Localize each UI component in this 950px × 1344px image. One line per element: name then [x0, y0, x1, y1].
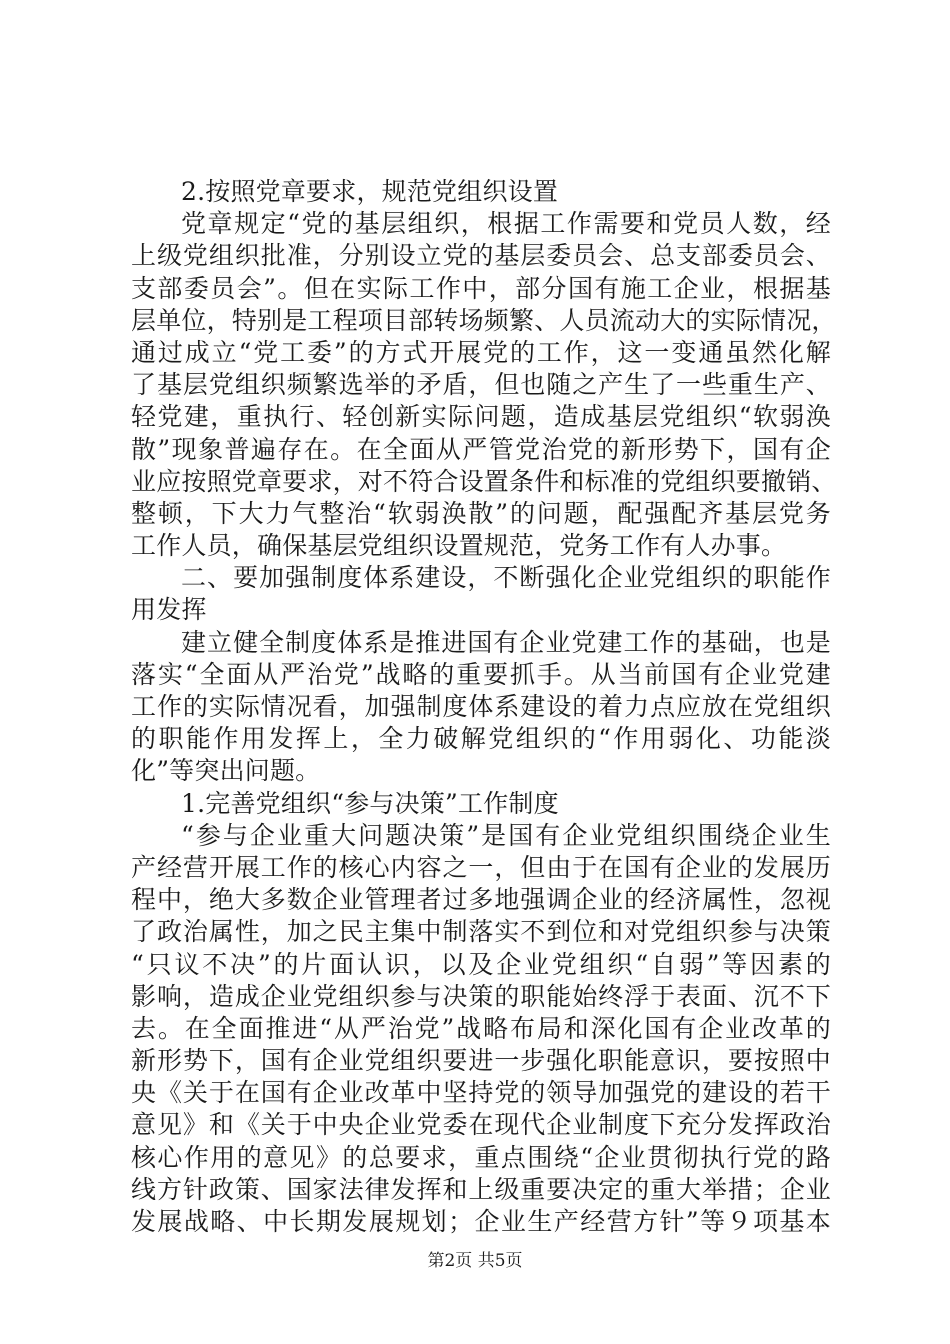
text-line: 去。在全面推进“从严治党”战略布局和深化国有企业改革的 — [131, 1013, 831, 1043]
text-line: 央《关于在国有企业改革中坚持党的领导加强党的建设的若干 — [131, 1078, 831, 1108]
document-body — [131, 176, 837, 1238]
text-line: 用发挥 — [131, 595, 207, 625]
text-line: 的职能作用发挥上，全力破解党组织的“作用弱化、功能淡 — [131, 724, 831, 754]
page-footer: 第2页 共5页 — [427, 1251, 523, 1271]
text-line: 工作人员，确保基层党组织设置规范，党务工作有人办事。 — [131, 531, 787, 561]
text-line: 产经营开展工作的核心内容之一，但由于在国有企业的发展历 — [131, 852, 831, 882]
text-line: 2.按照党章要求，规范党组织设置 — [181, 177, 559, 206]
text-line: 意见》和《关于中央企业党委在现代企业制度下充分发挥政治 — [131, 1110, 831, 1140]
text-line: “参与企业重大问题决策”是国有企业党组织围绕企业生 — [181, 820, 831, 850]
text-line: 程中，绝大多数企业管理者过多地强调企业的经济属性，忽视 — [131, 885, 831, 915]
text-line: 二、要加强制度体系建设，不断强化企业党组织的职能作 — [181, 563, 831, 593]
text-line: 核心作用的意见》的总要求，重点围绕“企业贯彻执行党的路 — [131, 1142, 831, 1172]
text-line: 影响，造成企业党组织参与决策的职能始终浮于表面、沉不下 — [131, 981, 831, 1011]
text-line: 化”等突出问题。 — [131, 756, 321, 786]
text-line: 整顿，下大力气整治“软弱涣散”的问题，配强配齐基层党务 — [131, 498, 831, 528]
text-line: “只议不决”的片面认识，以及企业党组织“自弱”等因素的 — [131, 949, 831, 979]
text-line: 支部委员会”。但在实际工作中，部分国有施工企业，根据基 — [131, 273, 831, 303]
text-line: 层单位，特别是工程项目部转场频繁、人员流动大的实际情况， — [131, 305, 837, 335]
text-line: 业应按照党章要求，对不符合设置条件和标准的党组织要撤销、 — [131, 466, 837, 496]
text-line: 轻党建，重执行、轻创新实际问题，造成基层党组织“软弱涣 — [131, 402, 831, 432]
text-line: 发展战略、中长期发展规划；企业生产经营方针”等９项基本 — [131, 1207, 831, 1236]
text-line: 线方针政策、国家法律发挥和上级重要决定的重大举措；企业 — [131, 1174, 831, 1204]
text-line: 1.完善党组织“参与决策”工作制度 — [181, 788, 559, 818]
text-line: 工作的实际情况看，加强制度体系建设的着力点应放在党组织 — [131, 692, 831, 721]
text-line: 上级党组织批准，分别设立党的基层委员会、总支部委员会、 — [131, 241, 831, 271]
text-line: 了基层党组织频繁选举的矛盾，但也随之产生了一些重生产、 — [131, 370, 831, 400]
text-line: 建立健全制度体系是推进国有企业党建工作的基础，也是 — [181, 627, 831, 657]
text-line: 散”现象普遍存在。在全面从严管党治党的新形势下，国有企 — [131, 434, 831, 464]
text-line: 党章规定“党的基层组织，根据工作需要和党员人数，经 — [181, 209, 831, 239]
text-line: 落实“全面从严治党”战略的重要抓手。从当前国有企业党建 — [131, 659, 831, 689]
text-line: 了政治属性，加之民主集中制落实不到位和对党组织参与决策 — [131, 917, 831, 947]
text-line: 新形势下，国有企业党组织要进一步强化职能意识，要按照中 — [131, 1046, 831, 1076]
text-line: 通过成立“党工委”的方式开展党的工作，这一变通虽然化解 — [131, 337, 831, 367]
